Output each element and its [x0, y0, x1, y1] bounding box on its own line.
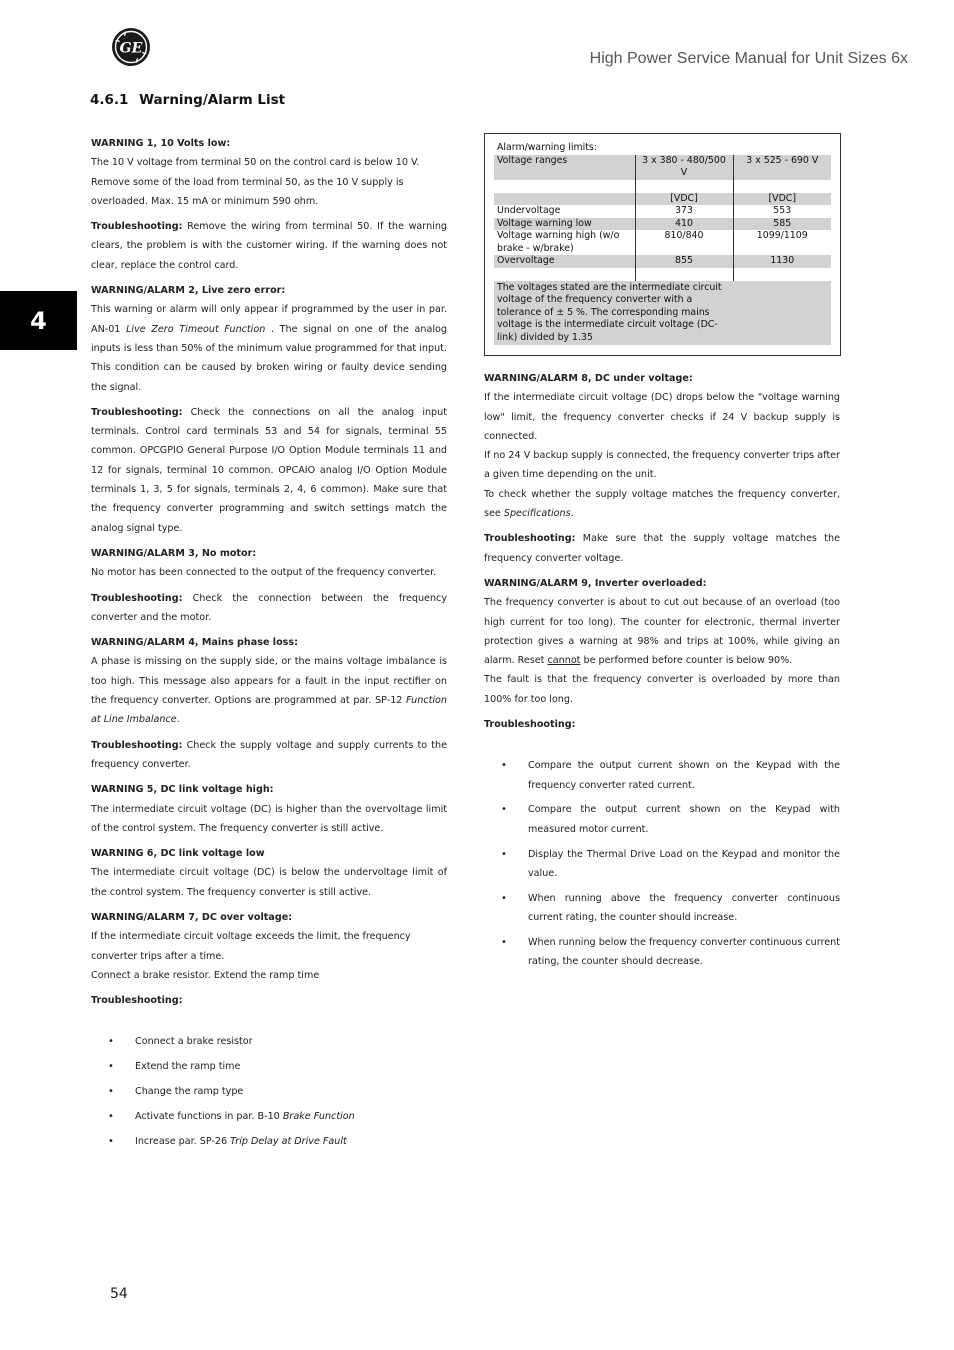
troubleshooting-text: Make sure that the supply voltage matches the frequency converter voltage. [484, 533, 840, 564]
warning-6-heading: WARNING 6, DC link voltage low [91, 848, 265, 860]
troubleshooting-label: Troubleshooting: [91, 221, 183, 233]
warning-9-bullet-list [484, 756, 840, 971]
warning-2-troubleshooting [91, 403, 447, 538]
troubleshooting-text: Check the connection between the frequency converter and the motor. [91, 592, 447, 623]
warning-7 [91, 908, 447, 985]
warning-1-text-2: Remove some of the load from terminal 50, as the 10 V supply is overloaded. Max. 15 mA or minimum 590 ohm. [91, 176, 404, 207]
warning-4-heading: WARNING/ALARM 4, Mains phase loss: [91, 637, 298, 649]
warning-1 [91, 134, 447, 211]
page-number: 54 [110, 1286, 128, 1302]
bullet-item: • Compare the output current shown on the Keypad with the frequency converter rated current. [484, 756, 840, 795]
warning-9-text-2: The fault is that the frequency converter is overloaded by more than 100% for too long. [484, 674, 840, 705]
warning-2 [91, 281, 447, 397]
warning-4-troubleshooting [91, 736, 447, 775]
limits-note: The voltages stated are the intermediate circuit voltage of the frequency converter with a tolerance of ± 5 %. The corresponding mains voltage is the intermediate circuit voltage (DC-link) divided by 1.35 [497, 281, 722, 343]
alarm-limits-box [484, 133, 841, 356]
warning-5-text: The intermediate circuit voltage (DC) is higher than the overvoltage limit of the control system. The frequency converter is still active. [91, 803, 447, 834]
bullet-item: • When running below the frequency converter continuous current rating, the counter should decrease. [484, 933, 840, 972]
ge-logo [111, 27, 151, 67]
section-number: 4.6.1 [90, 92, 129, 108]
warning-3-troubleshooting [91, 589, 447, 628]
warning-8-text: If the intermediate circuit voltage (DC) drops below the "voltage warning low" limit, the frequency converter checks if 24 V backup supply is connected. [484, 392, 840, 442]
bullet-item: • Activate functions in par. B-10 Brake Function [91, 1107, 447, 1126]
warning-7-text: If the intermediate circuit voltage exceeds the limit, the frequency converter trips after a time. [91, 931, 411, 962]
warning-9-heading: WARNING/ALARM 9, Inverter overloaded: [484, 577, 707, 589]
warning-1-heading: WARNING 1, 10 Volts low: [91, 138, 231, 149]
warning-8-text-3: To check whether the supply voltage matches the frequency converter, see Specifications. [484, 488, 840, 520]
warning-6 [91, 844, 447, 902]
warning-1-text: The 10 V voltage from terminal 50 on the control card is below 10 V. [91, 157, 420, 169]
right-column [484, 369, 840, 977]
limits-note-row [494, 281, 831, 346]
warning-4 [91, 633, 447, 729]
troubleshooting-label: Troubleshooting: [484, 533, 576, 545]
warning-8-troubleshooting [484, 529, 840, 568]
limits-row-warning-low: Voltage warning low 410 585 [494, 218, 831, 231]
warning-6-text: The intermediate circuit voltage (DC) is below the undervoltage limit of the control system. The frequency converter is still active. [91, 867, 447, 898]
limits-row-undervoltage: Undervoltage 373 553 [494, 205, 831, 218]
warning-2-text: This warning or alarm will only appear if programmed by the user in par. AN-01 Live Zero Timeout Function . The signal on one of the analog inputs is less than 50% of the minimum value programmed for that input. This condition can be caused by broken wiring or faulty device sending the signal. [91, 304, 447, 393]
warning-7-text-2: Connect a brake resistor. Extend the ramp time [91, 969, 320, 981]
troubleshooting-label: Troubleshooting: [91, 592, 183, 604]
troubleshooting-label: Troubleshooting: [91, 739, 183, 751]
warning-5 [91, 780, 447, 838]
chapter-tab: 4 [0, 291, 77, 350]
left-column [91, 134, 447, 1156]
warning-7-heading: WARNING/ALARM 7, DC over voltage: [91, 911, 293, 923]
warning-5-heading: WARNING 5, DC link voltage high: [91, 784, 274, 796]
bullet-item: • Extend the ramp time [91, 1057, 447, 1076]
troubleshooting-text: Check the supply voltage and supply currents to the frequency converter. [91, 739, 447, 770]
warning-3 [91, 544, 447, 583]
bullet-item: • Compare the output current shown on the Keypad with measured motor current. [484, 800, 840, 839]
section-name: Warning/Alarm List [139, 92, 286, 108]
bullet-item: • Increase par. SP-26 Trip Delay at Drive Fault [91, 1132, 447, 1151]
warning-1-troubleshooting [91, 217, 447, 275]
bullet-item: • Display the Thermal Drive Load on the Keypad and monitor the value. [484, 845, 840, 884]
warning-3-text: No motor has been connected to the output of the frequency converter. [91, 567, 437, 579]
warning-8-text-2: If no 24 V backup supply is connected, the frequency converter trips after a given time depending on the unit. [484, 450, 840, 481]
warning-7-troubleshooting-heading: Troubleshooting: [91, 995, 183, 1007]
section-title [90, 92, 285, 108]
header-title: High Power Service Manual for Unit Sizes 6x [589, 50, 908, 67]
bullet-item: • Change the ramp type [91, 1082, 447, 1101]
warning-3-heading: WARNING/ALARM 3, No motor: [91, 547, 257, 559]
svg-text:GE: GE [119, 40, 143, 57]
troubleshooting-label: Troubleshooting: [91, 406, 183, 418]
warning-9-troubleshooting-heading: Troubleshooting: [484, 719, 576, 731]
bullet-item: • When running above the frequency converter continuous current rating, the counter should increase. [484, 889, 840, 928]
bullet-item: • Connect a brake resistor [91, 1032, 447, 1051]
limits-row-warning-high: Voltage warning high (w/o brake - w/brake) 810/840 1099/1109 [494, 230, 831, 255]
limits-header-row: Voltage ranges 3 x 380 - 480/500 V 3 x 525 - 690 V [494, 155, 831, 180]
troubleshooting-text: Remove the wiring from terminal 50. If the warning clears, the problem is with the customer wiring. If the warning does not clear, replace the control card. [91, 221, 447, 271]
warning-7-bullet-list [91, 1032, 447, 1150]
warning-2-heading: WARNING/ALARM 2, Live zero error: [91, 285, 286, 297]
warning-8 [484, 369, 840, 523]
warning-4-text: A phase is missing on the supply side, or the mains voltage imbalance is too high. This message also appears for a fault in the input rectifier on the frequency converter. Options are programmed at par. SP-12 Function at Line Imbalance. [91, 656, 447, 726]
alarm-limits-table [494, 142, 831, 345]
warning-9 [484, 574, 840, 709]
limits-row-overvoltage: Overvoltage 855 1130 [494, 255, 831, 268]
warning-8-heading: WARNING/ALARM 8, DC under voltage: [484, 373, 693, 384]
limits-title: Alarm/warning limits: [497, 142, 597, 153]
troubleshooting-text: Check the connections on all the analog input terminals. Control card terminals 53 and 54 for signals, terminal 55 common. OPCGPIO General Purpose I/O Option Module terminals 11 and 12 for signals, terminal 10 common. OPCAIO analog I/O Option Module terminals 1, 3, 5 for signals, terminals 2, 4, 6 common). Make sure that the frequency converter programming and switch settings match the analog signal type. [91, 406, 447, 534]
warning-9-text: The frequency converter is about to cut out because of an overload (too high current for too long). The counter for electronic, thermal inverter protection gives a warning at 98% and trips at 100%, while giving an alarm. Reset cannot be performed before counter is below 90%. [484, 597, 840, 667]
limits-unit-row: [VDC] [VDC] [494, 193, 831, 206]
